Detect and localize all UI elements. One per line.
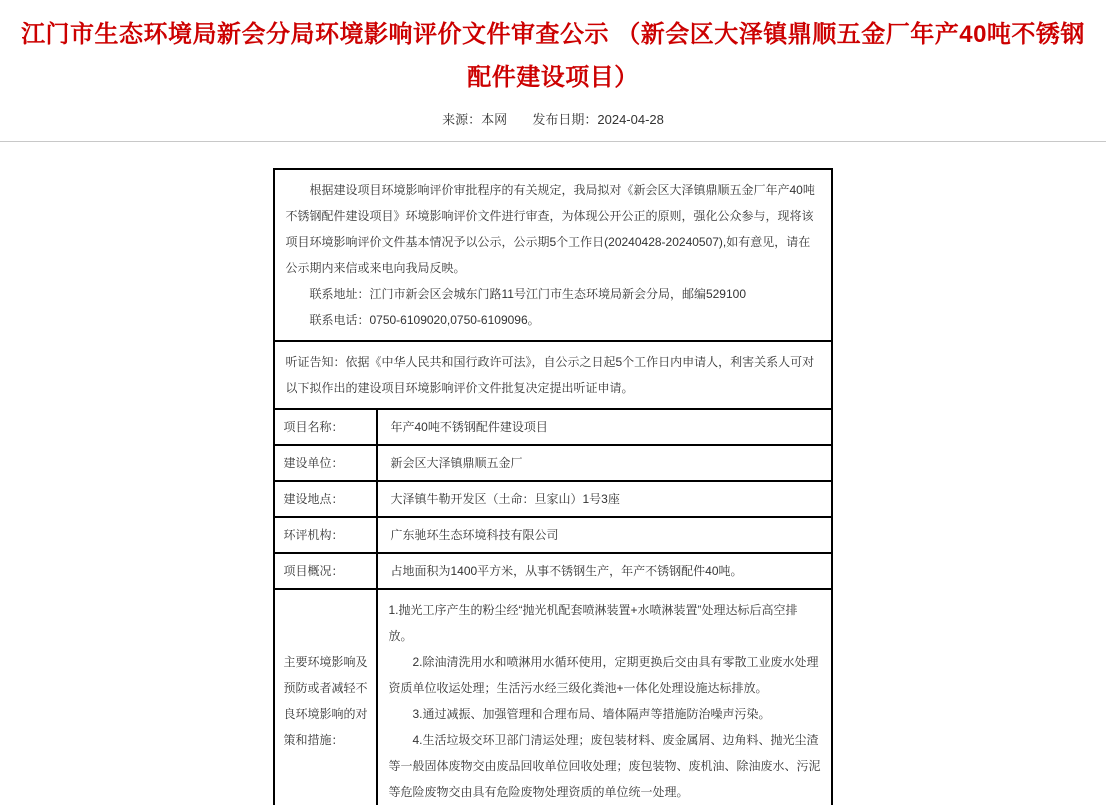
row-value: 新会区大泽镇鼎顺五金厂 — [377, 445, 831, 481]
table-row-project-name — [274, 409, 831, 445]
measure-item: 3.通过减振、加强管理和合理布局、墙体隔声等措施防治噪声污染。 — [412, 707, 771, 721]
meta-line — [0, 109, 1106, 128]
row-value: 大泽镇牛勒开发区（土命：旦家山）1号3座 — [377, 481, 831, 517]
table-row-eia-agency — [274, 517, 831, 553]
row-label: 建设单位： — [274, 445, 377, 481]
row-value: 占地面积为1400平方米，从事不锈钢生产，年产不锈钢配件40吨。 — [377, 553, 831, 589]
table-row-construction-site — [274, 481, 831, 517]
row-label: 环评机构： — [274, 517, 377, 553]
row-label: 项目概况： — [274, 553, 377, 589]
measure-item: 4.生活垃圾交环卫部门清运处理；废包装材料、废金属屑、边角料、抛光尘渣等一般固体废物交由废品回收单位回收处理；废包装物、废机油、除油废水、污泥等危险废物交由具有危险废物处理资质的单位统一处理。 — [388, 733, 821, 799]
intro-cell — [274, 169, 831, 341]
measure-item: 1.抛光工序产生的粉尘经“抛光机配套喷淋装置+水喷淋装置”处理达标后高空排放。 — [388, 603, 798, 643]
row-label: 项目名称： — [274, 409, 377, 445]
source-label: 来源：本网 — [442, 112, 508, 127]
measures-label: 主要环境影响及预防或者减轻不良环境影响的对策和措施： — [274, 589, 377, 805]
page-title: 江门市生态环境局新会分局环境影响评价文件审查公示 （新会区大泽镇鼎顺五金厂年产40吨不锈钢配件建设项目） — [21, 21, 1085, 91]
intro-paragraph: 根据建设项目环境影响评价审批程序的有关规定，我局拟对《新会区大泽镇鼎顺五金厂年产40吨不锈钢配件建设项目》环境影响评价文件进行审查，为体现公开公正的原则，强化公众参与，现将该项目环境影响评价文件基本情况予以公示，公示期5个工作日(20240428-20240507),如有意见，请在公示期内来信或来电向我局反映。 — [285, 183, 815, 275]
table-row-hearing-notice — [274, 341, 831, 409]
announcement-table — [273, 168, 832, 805]
measure-item: 2.除油清洗用水和喷淋用水循环使用，定期更换后交由具有零散工业废水处理资质单位收运处理；生活污水经三级化粪池+一体化处理设施达标排放。 — [388, 655, 819, 695]
table-row-project-overview — [274, 553, 831, 589]
measures-cell — [377, 589, 831, 805]
row-value: 广东驰环生态环境科技有限公司 — [377, 517, 831, 553]
contact-phone: 联系电话：0750-6109020,0750-6109096。 — [309, 313, 540, 327]
table-row-intro — [274, 169, 831, 341]
publish-date-label: 发布日期：2024-04-28 — [532, 112, 664, 127]
contact-address: 联系地址：江门市新会区会城东门路11号江门市生态环境局新会分局，邮编529100 — [309, 287, 746, 301]
divider-line — [0, 141, 1106, 142]
row-value: 年产40吨不锈钢配件建设项目 — [377, 409, 831, 445]
table-row-construction-unit — [274, 445, 831, 481]
row-label: 建设地点： — [274, 481, 377, 517]
table-row-measures — [274, 589, 831, 805]
hearing-notice-cell: 听证告知：依据《中华人民共和国行政许可法》，自公示之日起5个工作日内申请人，利害关系人可对以下拟作出的建设项目环境影响评价文件批复决定提出听证申请。 — [274, 341, 831, 409]
table-container — [0, 168, 1106, 805]
